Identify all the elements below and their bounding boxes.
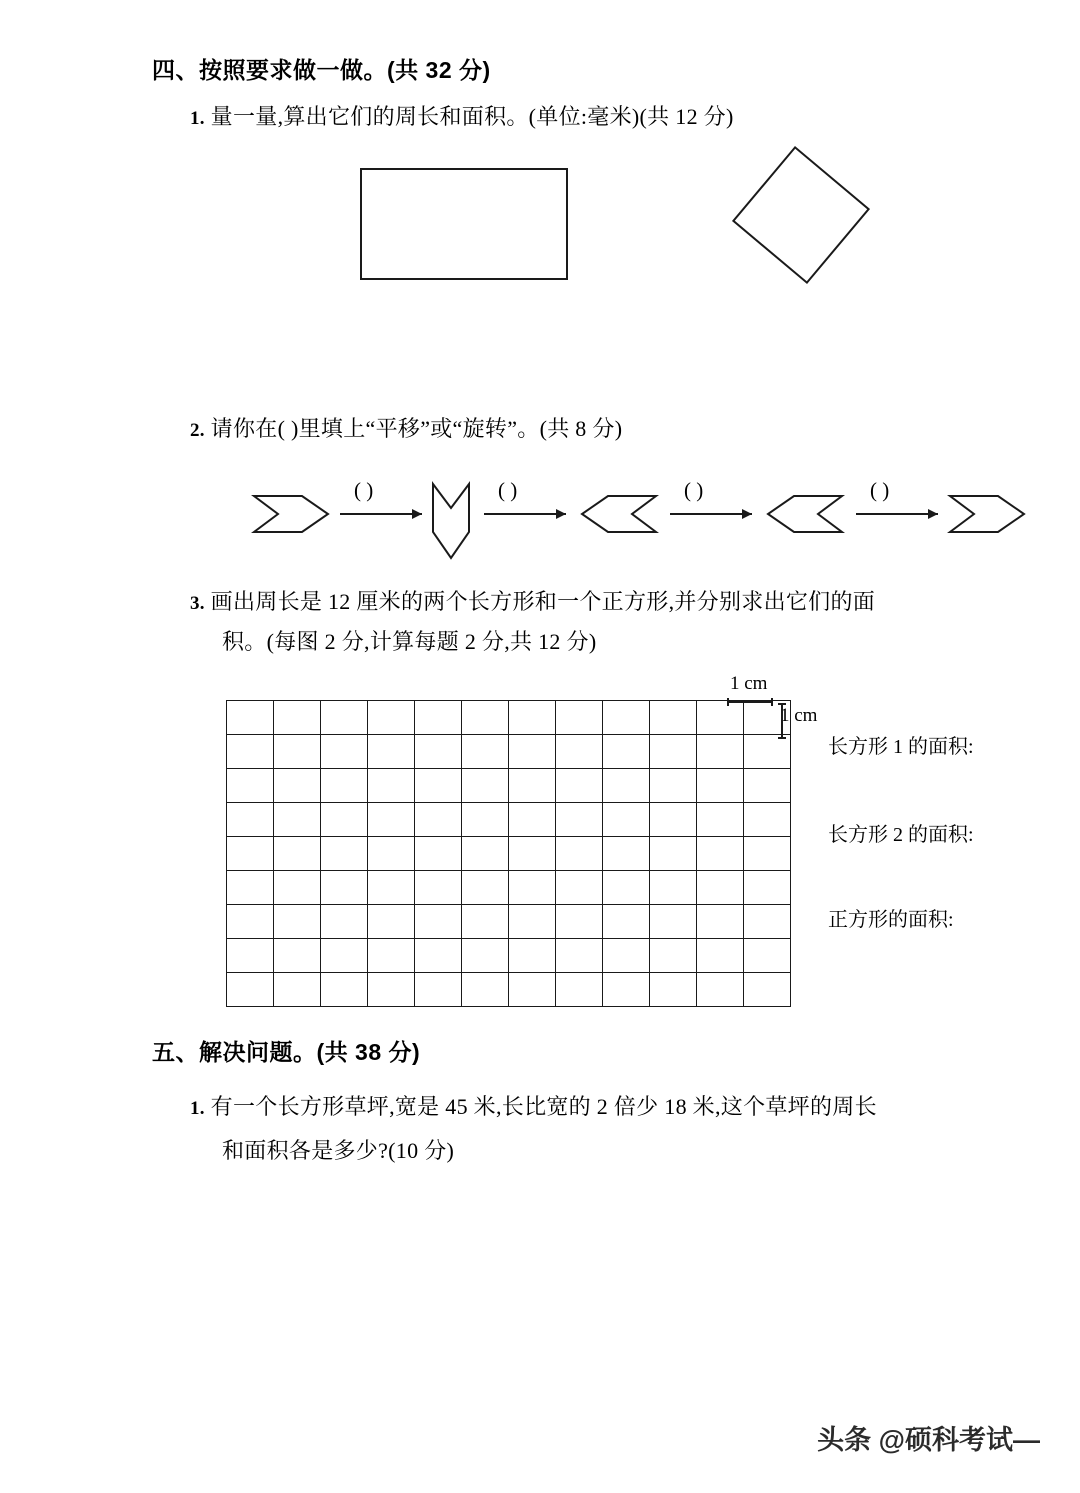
grid-cell[interactable]	[274, 837, 321, 871]
chevron-shape-3	[582, 496, 656, 532]
question-4-1	[190, 100, 734, 131]
blank-parenthesis-4[interactable]: ( )	[870, 478, 890, 502]
arrow-1-head	[412, 509, 422, 519]
grid-cell[interactable]	[368, 735, 415, 769]
section-4-heading: 四、按照要求做一做。(共 32 分)	[152, 57, 491, 83]
grid-cell[interactable]	[697, 803, 744, 837]
grid-cell[interactable]	[415, 769, 462, 803]
grid-cell[interactable]	[415, 837, 462, 871]
grid-cell[interactable]	[274, 701, 321, 735]
grid-cell[interactable]	[744, 735, 791, 769]
grid-cell[interactable]	[556, 939, 603, 973]
grid-cell[interactable]	[368, 803, 415, 837]
arrow-2-head	[556, 509, 566, 519]
grid-cell[interactable]	[603, 973, 650, 1007]
grid-cell[interactable]	[509, 735, 556, 769]
grid-cell[interactable]	[509, 701, 556, 735]
grid-cell[interactable]	[650, 735, 697, 769]
grid-cell[interactable]	[509, 973, 556, 1007]
grid-cell[interactable]	[509, 769, 556, 803]
grid-cell[interactable]	[227, 701, 274, 735]
grid-cell[interactable]	[368, 871, 415, 905]
grid-cell[interactable]	[368, 701, 415, 735]
grid-cell[interactable]	[462, 769, 509, 803]
grid-cell[interactable]	[274, 803, 321, 837]
watermark-text: 头条 @硕科考试—	[817, 1425, 1040, 1455]
grid-cell[interactable]	[603, 803, 650, 837]
grid-cell[interactable]	[321, 871, 368, 905]
grid-cell[interactable]	[274, 939, 321, 973]
grid-cell[interactable]	[321, 939, 368, 973]
grid-cell[interactable]	[462, 701, 509, 735]
question-4-3-line2: 积。(每图 2 分,计算每题 2 分,共 12 分)	[222, 629, 597, 654]
grid-cell[interactable]	[650, 803, 697, 837]
chevron-shape-5	[950, 496, 1024, 532]
table-row	[227, 939, 791, 973]
grid-cell[interactable]	[603, 905, 650, 939]
grid-cell[interactable]	[509, 803, 556, 837]
question-4-2	[190, 412, 622, 443]
grid-cell[interactable]	[697, 939, 744, 973]
grid-cell[interactable]	[744, 769, 791, 803]
question-4-1-number: 1.	[190, 108, 205, 129]
grid-cell[interactable]	[697, 769, 744, 803]
table-row	[227, 973, 791, 1007]
question-5-1-continued	[222, 1134, 454, 1165]
answer-blank-rectangle-1[interactable]: 长方形 1 的面积:	[828, 736, 974, 758]
arrow-3-head	[742, 509, 752, 519]
section-5-heading: 五、解决问题。(共 38 分)	[152, 1039, 421, 1065]
grid-cell[interactable]	[744, 905, 791, 939]
grid-cell[interactable]	[274, 735, 321, 769]
grid-cell[interactable]	[415, 871, 462, 905]
grid-cell[interactable]	[415, 735, 462, 769]
grid-cell[interactable]	[321, 735, 368, 769]
grid-cell[interactable]	[462, 837, 509, 871]
question-4-3-continued	[222, 625, 596, 656]
question-4-1-text: 量一量,算出它们的周长和面积。(单位:毫米)(共 12 分)	[210, 104, 734, 129]
answer-blank-square[interactable]: 正方形的面积:	[828, 909, 954, 931]
grid-cell[interactable]	[227, 837, 274, 871]
chevron-shape-4	[768, 496, 842, 532]
grid-cell[interactable]	[321, 701, 368, 735]
question-5-1	[190, 1090, 877, 1121]
grid-cell[interactable]	[697, 701, 744, 735]
question-4-3-number: 3.	[190, 593, 205, 614]
grid-cell[interactable]	[650, 871, 697, 905]
grid-unit-top-label: 1 cm	[730, 673, 768, 694]
table-row	[227, 905, 791, 939]
grid-cell[interactable]	[368, 837, 415, 871]
grid-cell[interactable]	[415, 905, 462, 939]
grid-cell[interactable]	[509, 939, 556, 973]
grid-cell[interactable]	[368, 973, 415, 1007]
grid-cell[interactable]	[368, 905, 415, 939]
grid-cell[interactable]	[650, 973, 697, 1007]
grid-cell[interactable]	[697, 905, 744, 939]
grid-cell[interactable]	[227, 973, 274, 1007]
grid-cell[interactable]	[415, 973, 462, 1007]
grid-cell[interactable]	[321, 803, 368, 837]
transformation-chain-figure	[236, 470, 1026, 560]
grid-cell[interactable]	[509, 905, 556, 939]
grid-cell[interactable]	[462, 803, 509, 837]
grid-cell[interactable]	[509, 837, 556, 871]
grid-cell[interactable]	[556, 769, 603, 803]
grid-cell[interactable]	[227, 905, 274, 939]
grid-table[interactable]	[226, 700, 791, 1007]
question-5-1-line2: 和面积各是多少?(10 分)	[222, 1138, 455, 1163]
table-row	[227, 735, 791, 769]
table-row	[227, 837, 791, 871]
grid-cell[interactable]	[415, 803, 462, 837]
grid-cell[interactable]	[321, 769, 368, 803]
grid-cell[interactable]	[744, 973, 791, 1007]
grid-cell[interactable]	[509, 871, 556, 905]
arrow-4-head	[928, 509, 938, 519]
grid-cell[interactable]	[462, 973, 509, 1007]
grid-cell[interactable]	[556, 837, 603, 871]
grid-cell[interactable]	[415, 939, 462, 973]
grid-cell[interactable]	[321, 973, 368, 1007]
question-5-1-number: 1.	[190, 1098, 205, 1119]
grid-cell[interactable]	[227, 803, 274, 837]
grid-cell[interactable]	[744, 701, 791, 735]
grid-unit-right-label: 1 cm	[780, 705, 818, 726]
grid-cell[interactable]	[744, 837, 791, 871]
grid-cell[interactable]	[603, 701, 650, 735]
table-row	[227, 871, 791, 905]
grid-cell[interactable]	[556, 701, 603, 735]
grid-cell[interactable]	[462, 939, 509, 973]
grid-cell[interactable]	[227, 939, 274, 973]
grid-cell[interactable]	[274, 871, 321, 905]
grid-cell[interactable]	[556, 973, 603, 1007]
grid-cell[interactable]	[556, 803, 603, 837]
grid-cell[interactable]	[462, 871, 509, 905]
table-row	[227, 701, 791, 735]
rectangle-figure	[360, 168, 568, 280]
grid-cell[interactable]	[368, 939, 415, 973]
grid-cell[interactable]	[744, 871, 791, 905]
question-4-2-number: 2.	[190, 420, 205, 441]
table-row	[227, 803, 791, 837]
grid-cell[interactable]	[556, 905, 603, 939]
grid-cell[interactable]	[650, 905, 697, 939]
blank-parenthesis-1[interactable]: ( )	[354, 478, 374, 502]
grid-cell[interactable]	[274, 769, 321, 803]
grid-cell[interactable]	[603, 871, 650, 905]
grid-cell[interactable]	[650, 701, 697, 735]
grid-cell[interactable]	[368, 769, 415, 803]
grid-cell[interactable]	[321, 837, 368, 871]
blank-parenthesis-3[interactable]: ( )	[684, 478, 704, 502]
rotated-square-figure	[732, 146, 870, 284]
grid-cell[interactable]	[556, 735, 603, 769]
grid-cell[interactable]	[462, 905, 509, 939]
question-5-1-line1: 有一个长方形草坪,宽是 45 米,长比宽的 2 倍少 18 米,这个草坪的周长	[210, 1094, 877, 1119]
grid-cell[interactable]	[274, 905, 321, 939]
grid-cell[interactable]	[603, 837, 650, 871]
question-4-2-text: 请你在( )里填上“平移”或“旋转”。(共 8 分)	[210, 416, 623, 441]
grid-cell[interactable]	[227, 735, 274, 769]
grid-cell[interactable]	[744, 939, 791, 973]
grid-cell[interactable]	[227, 769, 274, 803]
grid-cell[interactable]	[227, 871, 274, 905]
chevron-shape-2	[433, 484, 469, 558]
grid-cell[interactable]	[697, 735, 744, 769]
grid-cell[interactable]	[744, 803, 791, 837]
grid-cell[interactable]	[603, 769, 650, 803]
grid-cell[interactable]	[321, 905, 368, 939]
table-row	[227, 769, 791, 803]
grid-cell[interactable]	[650, 939, 697, 973]
question-4-3-line1: 画出周长是 12 厘米的两个长方形和一个正方形,并分别求出它们的面	[210, 589, 876, 614]
blank-parenthesis-2[interactable]: ( )	[498, 478, 518, 502]
grid-cell[interactable]	[697, 871, 744, 905]
grid-cell[interactable]	[603, 939, 650, 973]
grid-cell[interactable]	[462, 735, 509, 769]
grid-cell[interactable]	[697, 973, 744, 1007]
grid-cell[interactable]	[603, 735, 650, 769]
chevron-shape-1	[254, 496, 328, 532]
answer-blank-rectangle-2[interactable]: 长方形 2 的面积:	[828, 824, 974, 846]
drawing-grid[interactable]	[226, 700, 791, 1007]
question-4-3	[190, 585, 875, 616]
grid-body	[227, 701, 791, 1007]
grid-cell[interactable]	[650, 837, 697, 871]
grid-cell[interactable]	[650, 769, 697, 803]
grid-cell[interactable]	[415, 701, 462, 735]
grid-cell[interactable]	[556, 871, 603, 905]
grid-cell[interactable]	[697, 837, 744, 871]
grid-cell[interactable]	[274, 973, 321, 1007]
